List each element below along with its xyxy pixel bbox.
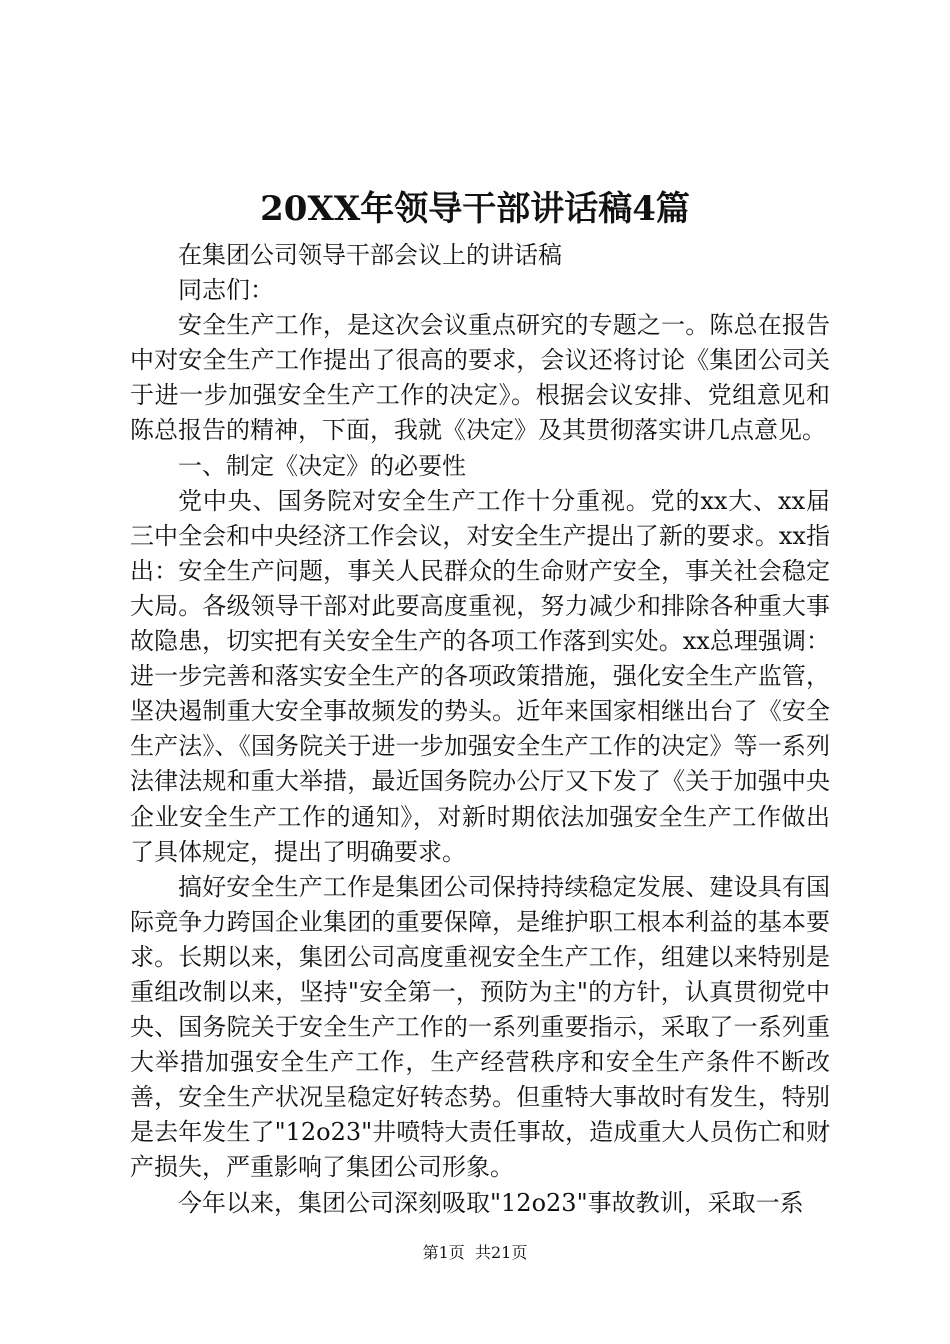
page-footer (0, 1241, 950, 1265)
document-body (130, 238, 830, 1221)
body-paragraph: 安全生产工作，是这次会议重点研究的专题之一。陈总在报告中对安全生产工作提出了很高的要求，会议还将讨论《集团公司关于进一步加强安全生产工作的决定》。根据会议安排、党组意见和陈总报告的精神，下面，我就《决定》及其贯彻落实讲几点意见。 (130, 311, 830, 445)
body-paragraph: 搞好安全生产工作是集团公司保持持续稳定发展、建设具有国际竞争力跨国企业集团的重要保障，是维护职工根本利益的基本要求。长期以来，集团公司高度重视安全生产工作，组建以来特别是重组改制以来，坚持"安全第一，预防为主"的方针，认真贯彻党中央、国务院关于安全生产工作的一系列重要指示，采取了一系列重大举措加强安全生产工作，生产经营秩序和安全生产条件不断改善，安全生产状况呈稳定好转态势。但重特大事故时有发生，特别是去年发生了"12o23"井喷特大责任事故，造成重大人员伤亡和财产损失，严重影响了集团公司形象。 (130, 872, 830, 1182)
document-title: 20XX年领导干部讲话稿4篇 (260, 189, 690, 229)
page-total: 共21页 (474, 1243, 528, 1262)
subtitle-paragraph: 在集团公司领导干部会议上的讲话稿 (178, 241, 562, 269)
section-heading: 一、制定《决定》的必要性 (178, 451, 466, 480)
body-paragraph: 今年以来，集团公司深刻吸取"12o23"事故教训，采取一系 (178, 1188, 804, 1217)
salutation-paragraph: 同志们： (178, 276, 274, 305)
page-number: 第1页 (422, 1243, 465, 1262)
body-paragraph: 党中央、国务院对安全生产工作十分重视。党的xx大、xx届三中全会和中央经济工作会议，对安全生产提出了新的要求。xx指出：安全生产问题，事关人民群众的生命财产安全，事关社会稳定大局。各级领导干部对此要高度重视，努力减少和排除各种重大事故隐患，切实把有关安全生产的各项工作落到实处。xx总理强调：进一步完善和落实安全生产的各项政策措施，强化安全生产监管，坚决遏制重大安全事故频发的势头。近年来国家相继出台了《安全生产法》、《国务院关于进一步加强安全生产工作的决定》等一系列法律法规和重大举措，最近国务院办公厅又下发了《关于加强中央企业安全生产工作的通知》，对新时期依法加强安全生产工作做出了具体规定，提出了明确要求。 (130, 486, 830, 866)
